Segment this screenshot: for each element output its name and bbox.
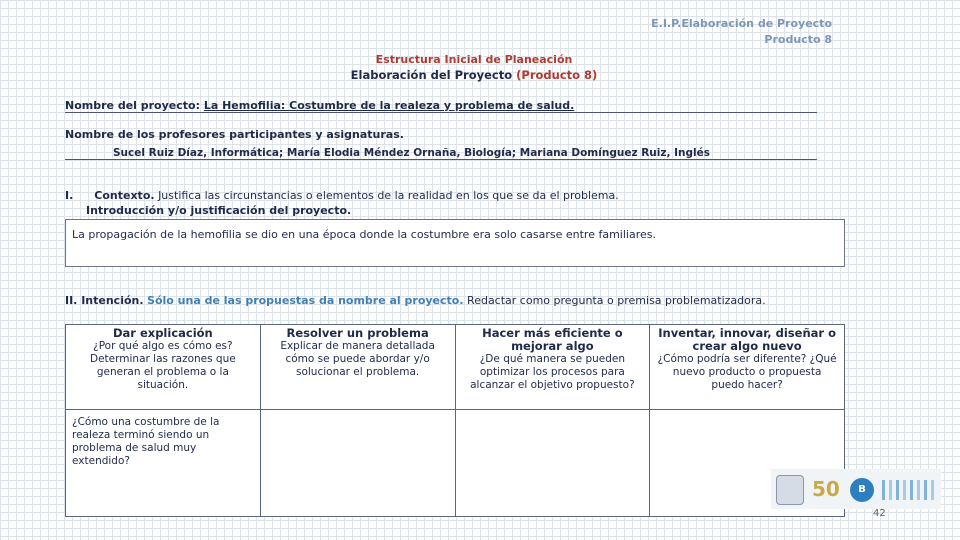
teachers-line [65, 147, 817, 160]
context-number: I. [65, 189, 74, 202]
context-subheading: Introducción y/o justificación del proyecto. [86, 204, 352, 217]
page-number: 42 [873, 508, 886, 519]
table-header-row [66, 325, 845, 410]
column-title: Inventar, innovar, diseñar o crear algo nuevo [658, 326, 836, 353]
column-desc: ¿De qué manera se pueden optimizar los procesos para alcanzar el objetivo propuesto? [470, 353, 635, 391]
answer-cell-solve[interactable] [260, 410, 455, 517]
context-instruction: Justifica las circunstancias o elementos de la realidad en los que se da el problema. [158, 189, 619, 202]
table-answer-row [66, 410, 845, 517]
column-title: Dar explicación [113, 326, 213, 340]
column-desc: ¿Cómo podría ser diferente? ¿Qué nuevo producto o propuesta puedo hacer? [657, 353, 837, 391]
answer-cell-improve[interactable] [455, 410, 650, 517]
column-title: Hacer más eficiente o mejorar algo [482, 326, 623, 353]
column-desc: ¿Por qué algo es cómo es? Determinar las razones que generan el problema o la situación. [90, 340, 236, 391]
subtitle-text: Elaboración del Proyecto [350, 68, 513, 82]
page-title: Estructura Inicial de Planeación [375, 53, 573, 66]
teachers-value: Sucel Ruiz Díaz, Informática; María Elodia Méndez Ornaña, Biología; Mariana Domínguez Ruiz, Inglés [113, 147, 710, 159]
unam-shield-icon [776, 475, 804, 505]
teachers-label: Nombre de los profesores participantes y asignaturas. [65, 128, 404, 141]
column-desc: Explicar de manera detallada cómo se puede abordar y/o solucionar el problema. [280, 340, 435, 378]
context-label: Contexto. [94, 189, 155, 202]
intention-table [65, 324, 845, 517]
page-subtitle [0, 68, 948, 82]
subtitle-product: (Producto 8) [516, 68, 598, 82]
column-innovate [650, 325, 845, 410]
header-line-2: Producto 8 [764, 33, 832, 46]
project-name-value: La Hemofilia: Costumbre de la realeza y problema de salud. [203, 99, 575, 112]
intention-highlight: Sólo una de las propuestas da nombre al proyecto. [147, 294, 464, 307]
stripes-logo-icon [880, 478, 936, 502]
column-title: Resolver un problema [286, 326, 429, 340]
column-solve [260, 325, 455, 410]
context-heading [65, 189, 619, 202]
anniversary-logo: 50 [812, 477, 840, 501]
project-name-label: Nombre del proyecto: [65, 99, 200, 112]
answer-cell-explain[interactable]: ¿Cómo una costumbre de la realeza terminó siendo un problema de salud muy extendido? [66, 410, 261, 517]
project-name-line [65, 99, 817, 113]
context-answer: La propagación de la hemofilia se dio en una época donde la costumbre era solo casarse entre familiares. [72, 228, 656, 241]
intention-instruction: Redactar como pregunta o premisa problematizadora. [467, 294, 766, 307]
intention-label: II. Intención. [65, 294, 144, 307]
column-improve [455, 325, 650, 410]
column-explain [66, 325, 261, 410]
institution-logo: B [850, 478, 874, 502]
header-line-1: E.I.P.Elaboración de Proyecto [651, 17, 832, 30]
context-answer-box[interactable] [65, 219, 845, 267]
intention-heading [65, 294, 766, 307]
